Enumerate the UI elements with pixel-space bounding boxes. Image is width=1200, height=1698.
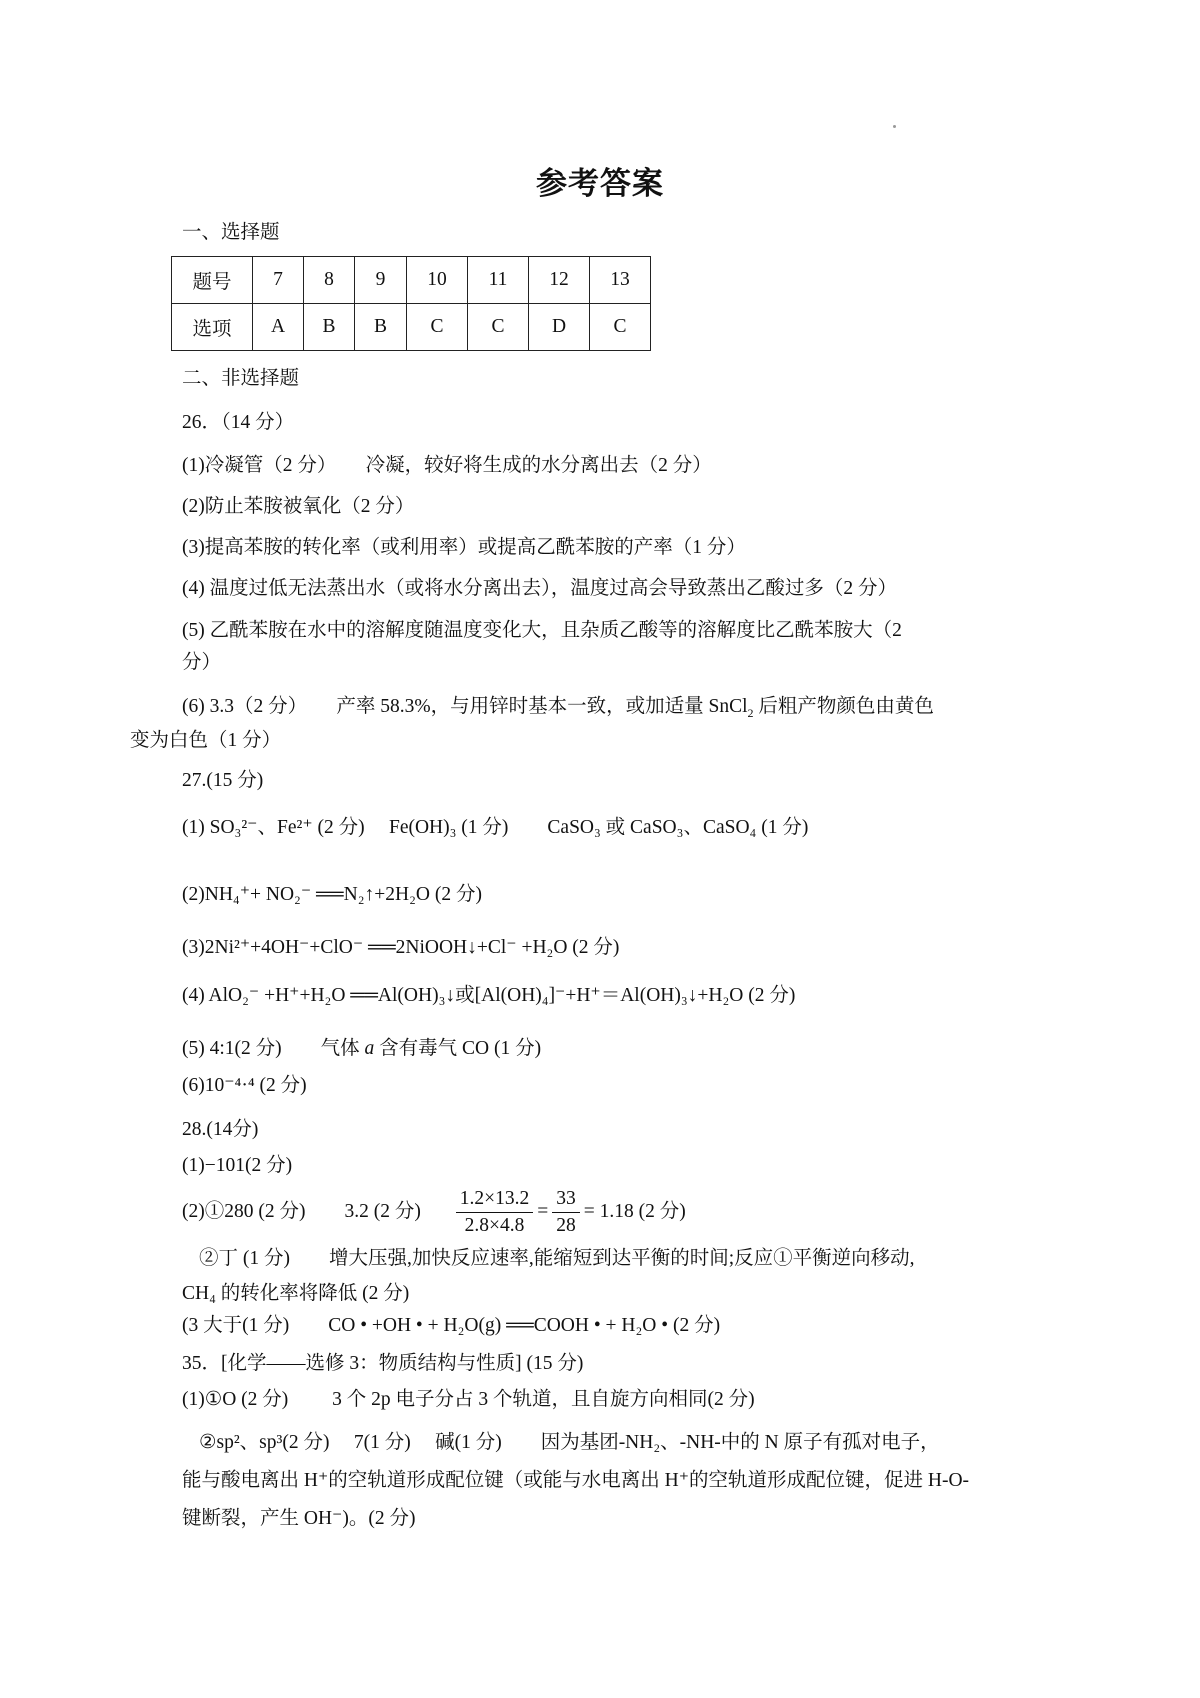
- q26-line: 变为白色（1 分）: [130, 730, 282, 751]
- q28-line: (1)−101(2 分): [182, 1155, 293, 1176]
- table-row: [172, 257, 651, 304]
- fraction-denominator: 28: [556, 1215, 576, 1237]
- q26-line: (4) 温度过低无法蒸出水（或将水分离出去），温度过高会导致蒸出乙酸过多（2 分）: [182, 578, 897, 599]
- q26-line: 分）: [182, 652, 222, 673]
- q27-l5-text-end: 含有毒气 CO (1 分): [374, 1038, 542, 1059]
- q26-line: (1)冷凝管（2 分） 冷凝，较好将生成的水分离出去（2 分）: [182, 455, 712, 476]
- fraction: [552, 1188, 580, 1237]
- fraction-numerator: 1.2×13.2: [456, 1188, 534, 1213]
- q35-heading: 35．[化学——选修 3：物质结构与性质] (15 分): [182, 1353, 584, 1374]
- table-cell: 8: [304, 257, 355, 304]
- q27-line: (4) AlO₂⁻ +H⁺+H₂O ══Al(OH)₃↓或[Al(OH)₄]⁻+H⁺＝Al(OH)₃↓+H₂O (2 分): [182, 985, 796, 1006]
- table-cell: C: [468, 304, 529, 351]
- answer-table: [171, 256, 651, 351]
- q35-line: 能与酸电离出 H⁺的空轨道形成配位键（或能与水电离出 H⁺的空轨道形成配位键，促进 H-O-: [182, 1470, 970, 1491]
- q27-l5-text: (5) 4:1(2 分) 气体: [182, 1038, 365, 1059]
- q35-line: ②sp²、sp³(2 分) 7(1 分) 碱(1 分) 因为基团-NH₂、-NH-中的 N 原子有孤对电子，: [199, 1432, 940, 1453]
- q28-line: (2)①280 (2 分) 3.2 (2 分) $\frac{1.2\times 13.2}{2.8\times 4.8}$ = $\frac{33}{28}$ = 1.18 (2 分): [182, 1188, 686, 1237]
- scan-speck: [893, 125, 896, 128]
- q28-heading: 28.(14分): [182, 1119, 259, 1140]
- q27-line: (2)NH₄⁺+ NO₂⁻ ══N₂↑+2H₂O (2 分): [182, 884, 482, 905]
- table-row: [172, 304, 651, 351]
- q26-line: (2)防止苯胺被氧化（2 分）: [182, 496, 415, 517]
- q28-l2-text: (2)①280 (2 分) 3.2 (2 分): [182, 1201, 421, 1222]
- q26-l6-text: (6) 3.3（2 分） 产率 58.3%，与用锌时基本一致，或加适量 SnCl: [182, 696, 748, 717]
- q27-line: [182, 1036, 541, 1062]
- table-cell: 10: [407, 257, 468, 304]
- table-cell: 9: [355, 257, 407, 304]
- table-cell: 11: [468, 257, 529, 304]
- fraction: [456, 1188, 534, 1237]
- q27-line: (3)2Ni²⁺+4OH⁻+ClO⁻ ══2NiOOH↓+Cl⁻ +H₂O (2 分): [182, 937, 620, 958]
- q35-line: (1)①O (2 分) 3 个 2p 电子分占 3 个轨道，且自旋方向相同(2 分): [182, 1389, 755, 1410]
- q27-l5-italic: a: [364, 1038, 375, 1059]
- table-cell: 12: [529, 257, 590, 304]
- q27-line: (1) SO₃²⁻、Fe²⁺ (2 分) Fe(OH)₃ (1 分) CaSO₃ 或 CaSO₃、CaSO₄ (1 分): [182, 817, 809, 838]
- page-title: 参考答案: [536, 166, 664, 202]
- q26-line: [182, 694, 934, 720]
- q26-heading: 26．（14 分）: [182, 412, 295, 433]
- table-cell: 选项: [172, 304, 253, 351]
- q28-line: CH₄ 的转化率将降低 (2 分): [182, 1283, 410, 1304]
- q26-line: (3)提高苯胺的转化率（或利用率）或提高乙酰苯胺的产率（1 分）: [182, 537, 746, 558]
- table-cell: A: [253, 304, 304, 351]
- q28-line: (3 大于(1 分) CO • +OH • + H₂O(g) ══COOH • + H₂O • (2 分): [182, 1315, 721, 1336]
- q27-line: (6)10⁻⁴·⁴ (2 分): [182, 1075, 307, 1096]
- q27-heading: 27.(15 分): [182, 770, 264, 791]
- q28-l2-text-end: = 1.18 (2 分): [583, 1201, 686, 1222]
- table-cell: D: [529, 304, 590, 351]
- section-nonchoice-heading: 二、非选择题: [182, 368, 300, 389]
- table-cell: 13: [590, 257, 651, 304]
- fraction-numerator: 33: [552, 1188, 580, 1213]
- fraction-denominator: 2.8×4.8: [464, 1215, 525, 1237]
- table-cell: 7: [253, 257, 304, 304]
- table-cell: B: [355, 304, 407, 351]
- q35-line: 键断裂，产生 OH⁻)。(2 分): [182, 1508, 416, 1529]
- q26-l6-text-end: 后粗产物颜色由黄色: [753, 696, 934, 717]
- q26-l6-subscript: 2: [747, 705, 754, 720]
- table-cell: 题号: [172, 257, 253, 304]
- q28-line: ②丁 (1 分) 增大压强,加快反应速率,能缩短到达平衡的时间;反应①平衡逆向移动,: [199, 1248, 915, 1269]
- table-cell: B: [304, 304, 355, 351]
- table-cell: C: [590, 304, 651, 351]
- table-cell: C: [407, 304, 468, 351]
- section-choice-heading: 一、选择题: [182, 222, 280, 243]
- q26-line: (5) 乙酰苯胺在水中的溶解度随温度变化大，且杂质乙酸等的溶解度比乙酰苯胺大（2: [182, 620, 902, 641]
